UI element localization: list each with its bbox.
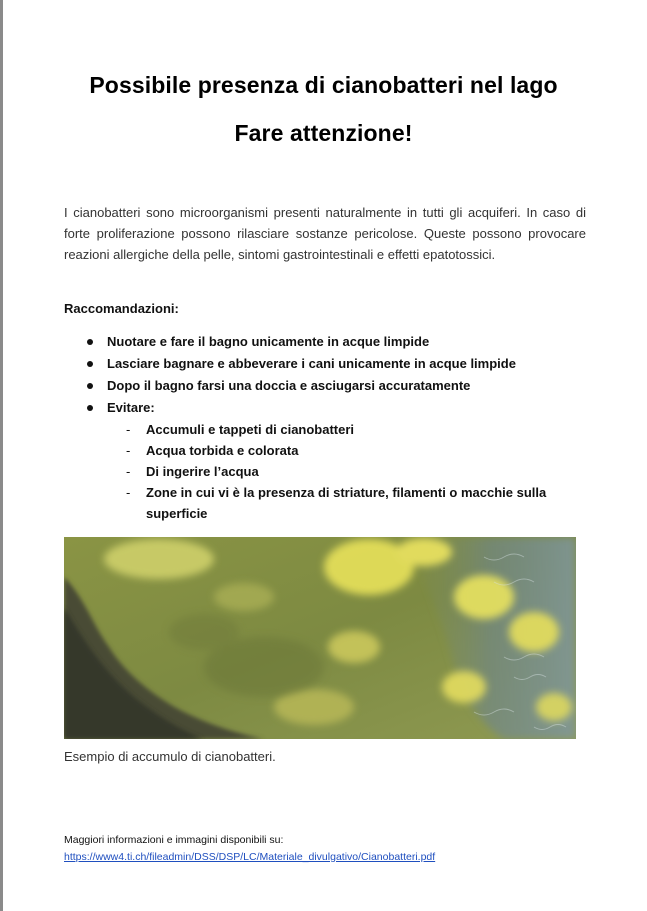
list-item bbox=[87, 353, 587, 375]
avoid-item bbox=[126, 419, 556, 440]
recommendations-list bbox=[87, 331, 587, 419]
dash-icon: - bbox=[126, 443, 131, 458]
avoid-item-text: Accumuli e tappeti di cianobatteri bbox=[146, 422, 355, 437]
avoid-item-text: Acqua torbida e colorata bbox=[146, 443, 299, 458]
avoid-item bbox=[126, 440, 556, 461]
bullet-icon bbox=[87, 405, 93, 411]
bullet-icon bbox=[87, 361, 93, 367]
intro-paragraph: I cianobatteri sono microorganismi presenti naturalmente in tutti gli acquiferi. In caso di forte proliferazione possono rilasciare sostanze pericolose. Queste possono provocare reazioni allergiche della pelle, sintomi gastrointestinali e effetti epatotossici. bbox=[64, 205, 586, 262]
avoid-item bbox=[126, 482, 556, 524]
page-title: Possibile presenza di cianobatteri nel lago bbox=[89, 72, 558, 98]
cyanobacteria-photo bbox=[64, 537, 576, 739]
list-item bbox=[87, 375, 587, 397]
page-subtitle: Fare attenzione! bbox=[234, 120, 413, 146]
list-item bbox=[87, 331, 587, 353]
dash-icon: - bbox=[126, 464, 131, 479]
more-info-text: Maggiori informazioni e immagini disponibili su: bbox=[64, 834, 284, 846]
recommendations-heading: Raccomandazioni: bbox=[64, 301, 179, 316]
bullet-icon bbox=[87, 383, 93, 389]
info-link[interactable]: https://www4.ti.ch/fileadmin/DSS/DSP/LC/Materiale_divulgativo/Cianobatteri.pdf bbox=[64, 851, 436, 863]
list-item bbox=[87, 397, 587, 419]
avoid-list bbox=[126, 419, 556, 524]
avoid-item bbox=[126, 461, 556, 482]
list-item-text: Evitare: bbox=[107, 400, 155, 415]
list-item-text: Lasciare bagnare e abbeverare i cani unicamente in acque limpide bbox=[107, 356, 516, 371]
dash-icon: - bbox=[126, 485, 131, 500]
bullet-icon bbox=[87, 339, 93, 345]
dash-icon: - bbox=[126, 422, 131, 437]
avoid-item-text: Zone in cui vi è la presenza di striature, filamenti o macchie sulla superficie bbox=[146, 485, 547, 521]
avoid-item-text: Di ingerire l’acqua bbox=[146, 464, 259, 479]
list-item-text: Nuotare e fare il bagno unicamente in acque limpide bbox=[107, 334, 430, 349]
photo-illustration bbox=[64, 537, 576, 739]
list-item-text: Dopo il bagno farsi una doccia e asciugarsi accuratamente bbox=[107, 378, 471, 393]
photo-caption: Esempio di accumulo di cianobatteri. bbox=[64, 749, 276, 764]
